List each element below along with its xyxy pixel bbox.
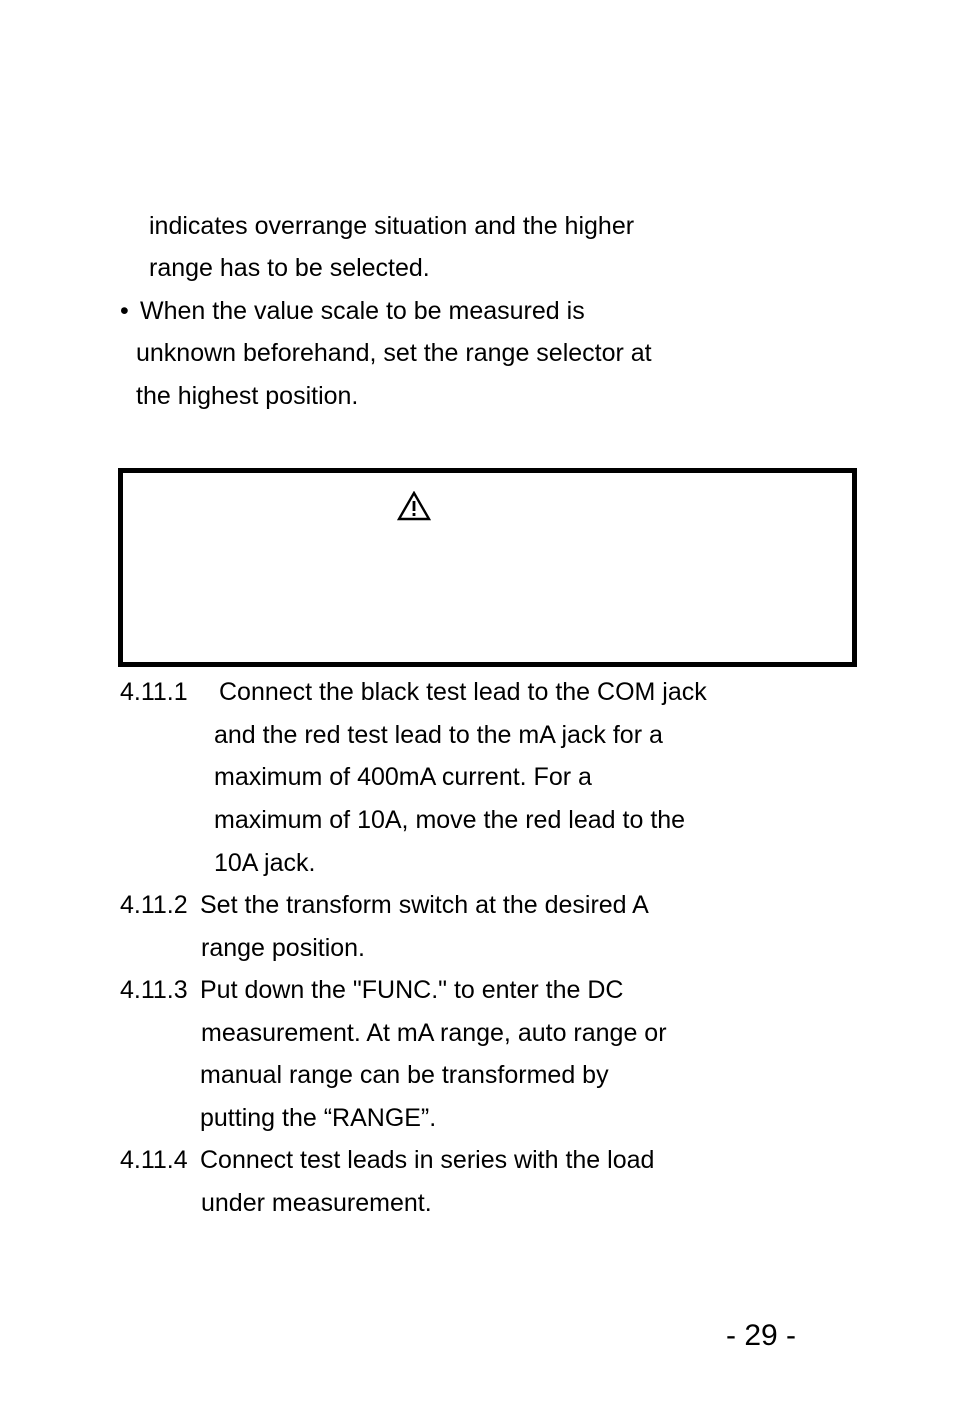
step-line: Connect test leads in series with the load: [200, 1146, 655, 1174]
intro-line: range has to be selected.: [149, 254, 430, 282]
step-line: manual range can be transformed by: [200, 1061, 609, 1089]
step-line: measurement. At mA range, auto range or: [201, 1019, 667, 1047]
bullet-line: the highest position.: [136, 382, 359, 410]
step-line: and the red test lead to the mA jack for a: [214, 721, 663, 749]
step-line: putting the “RANGE”.: [200, 1104, 437, 1132]
bullet-symbol: •: [120, 297, 129, 325]
step-line: under measurement.: [201, 1189, 432, 1217]
step-number: 4.11.2: [120, 891, 188, 919]
step-line: range position.: [201, 934, 366, 962]
step-line: Set the transform switch at the desired A: [200, 891, 649, 919]
page-number: - 29 -: [726, 1319, 797, 1352]
warning-triangle-icon: [397, 491, 431, 521]
bullet-line: When the value scale to be measured is: [140, 297, 585, 325]
warning-box: [118, 468, 857, 667]
step-number: 4.11.4: [120, 1146, 188, 1174]
step-number: 4.11.3: [120, 976, 188, 1004]
bullet-line: unknown beforehand, set the range selector at: [136, 339, 652, 367]
intro-line: indicates overrange situation and the higher: [149, 212, 635, 240]
step-number: 4.11.1: [120, 678, 188, 706]
step-line: maximum of 400mA current. For a: [214, 763, 592, 791]
step-line: maximum of 10A, move the red lead to the: [214, 806, 686, 834]
step-line: 10A jack.: [214, 849, 316, 877]
step-line: Put down the "FUNC." to enter the DC: [200, 976, 624, 1004]
step-line: Connect the black test lead to the COM jack: [219, 678, 707, 706]
